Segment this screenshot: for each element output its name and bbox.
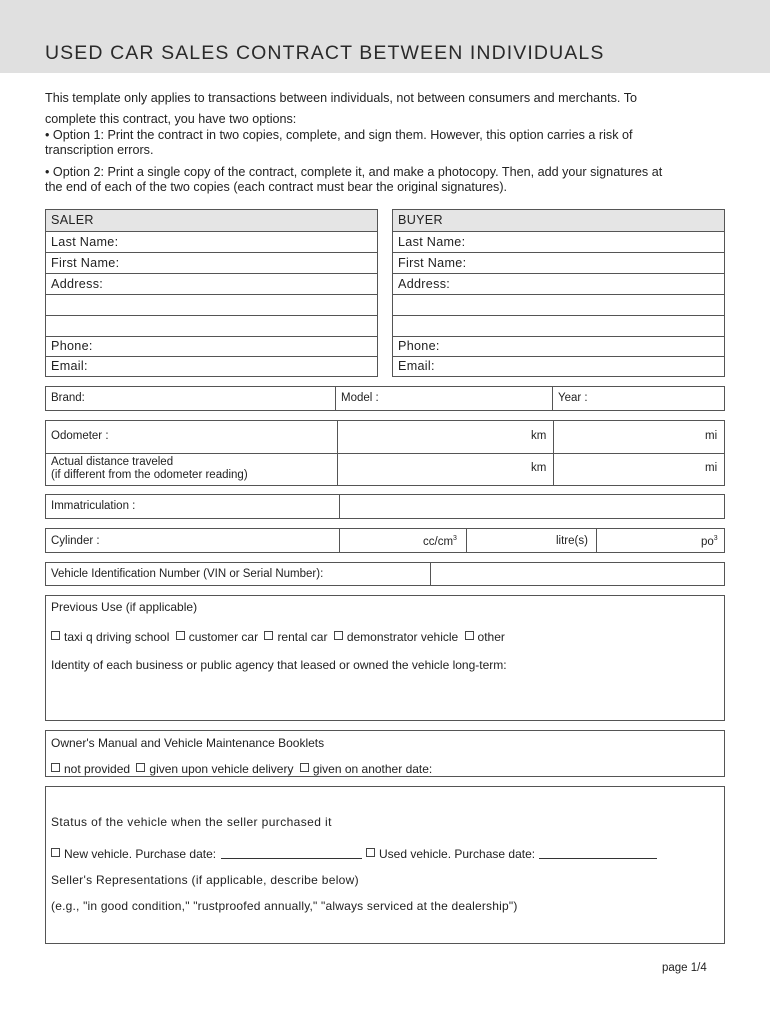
odometer-label: Odometer : <box>51 430 109 442</box>
previous-use-identity-label: Identity of each business or public agency that leased or owned the vehicle long-term: <box>51 658 507 672</box>
odometer-km-field[interactable] <box>338 421 553 453</box>
model-label: Model : <box>341 392 379 404</box>
demonstrator-checkbox[interactable] <box>334 631 343 640</box>
immatriculation-row <box>45 494 725 519</box>
buyer-phone-field[interactable]: Phone: <box>398 339 440 353</box>
seller-representations-label: Seller's Representations (if applicable, describe below) <box>51 873 359 887</box>
used-vehicle-purchase-date-field[interactable] <box>539 858 657 859</box>
intro-line-2: complete this contract, you have two options: <box>45 112 297 126</box>
new-vehicle-option: New vehicle. Purchase date: <box>51 847 216 861</box>
cylinder-po-unit: $po^3$ <box>701 535 718 548</box>
cylinder-litre-unit: litre(s) <box>556 535 588 547</box>
odometer-km-unit: km <box>531 430 547 442</box>
brand-model-year-row <box>45 386 725 411</box>
used-vehicle-option: Used vehicle. Purchase date: <box>366 847 535 861</box>
status-heading: Status of the vehicle when the seller purchased it <box>51 815 332 829</box>
buyer-email-field[interactable]: Email: <box>398 359 435 373</box>
previous-use-identity-field[interactable] <box>51 676 719 716</box>
buyer-address-field[interactable]: Address: <box>398 277 451 291</box>
actual-distance-km-field[interactable] <box>338 454 553 485</box>
option-1-line-2: transcription errors. <box>45 143 154 157</box>
option-1-line-1: • Option 1: Print the contract in two copies, complete, and sign them. However, this option carries a risk of <box>45 128 633 142</box>
saler-address-line-2[interactable] <box>46 295 377 315</box>
saler-address-line-3[interactable] <box>46 316 377 336</box>
taxi-checkbox[interactable] <box>51 631 60 640</box>
manual-heading: Owner's Manual and Vehicle Maintenance Booklets <box>51 736 325 750</box>
other-checkbox[interactable] <box>465 631 474 640</box>
manual-options: not provided given upon vehicle delivery given on another date: <box>51 762 432 776</box>
immatriculation-field[interactable] <box>340 495 724 518</box>
year-field[interactable] <box>553 387 724 410</box>
seller-representations-field[interactable] <box>51 917 719 941</box>
page-title: USED CAR SALES CONTRACT BETWEEN INDIVIDUALS <box>45 42 605 64</box>
odometer-mi-unit: mi <box>705 430 718 442</box>
saler-first-name-field[interactable]: First Name: <box>51 256 120 270</box>
saler-table <box>45 209 378 377</box>
odometer-mi-field[interactable] <box>554 421 724 453</box>
brand-field[interactable] <box>46 387 335 410</box>
page-number: page 1/4 <box>662 962 707 974</box>
cylinder-cc-unit: $cc/cm^3$ <box>423 535 457 548</box>
year-label: Year : <box>558 392 588 404</box>
previous-use-heading: Previous Use (if applicable) <box>51 600 198 614</box>
model-field[interactable] <box>336 387 552 410</box>
buyer-table <box>392 209 725 377</box>
option-2-line-1: • Option 2: Print a single copy of the contract, complete it, and make a photocopy. Then, add your signatures at <box>45 165 663 179</box>
option-2-line-2: the end of each of the two copies (each contract must bear the original signatures). <box>45 180 508 194</box>
used-vehicle-checkbox[interactable] <box>366 848 375 857</box>
vin-row <box>45 562 725 586</box>
actual-distance-label-1: Actual distance traveled <box>51 456 174 468</box>
saler-heading: SALER <box>46 210 377 231</box>
intro-line-1: This template only applies to transactions between individuals, not between consumers and merchants. To <box>45 91 638 105</box>
not-provided-checkbox[interactable] <box>51 763 60 772</box>
customer-car-checkbox[interactable] <box>176 631 185 640</box>
vin-field[interactable] <box>431 563 724 585</box>
saler-phone-field[interactable]: Phone: <box>51 339 93 353</box>
brand-label: Brand: <box>51 392 85 404</box>
new-vehicle-purchase-date-field[interactable] <box>221 858 362 859</box>
actual-distance-mi-field[interactable] <box>554 454 724 485</box>
saler-address-field[interactable]: Address: <box>51 277 104 291</box>
vin-label: Vehicle Identification Number (VIN or Serial Number): <box>51 568 324 580</box>
previous-use-options: taxi q driving school customer car rental car demonstrator vehicle other <box>51 630 505 644</box>
manual-section <box>45 730 725 777</box>
rental-car-checkbox[interactable] <box>264 631 273 640</box>
buyer-heading: BUYER <box>393 210 724 231</box>
odometer-table <box>45 420 725 486</box>
buyer-address-line-2[interactable] <box>393 295 724 315</box>
buyer-address-line-3[interactable] <box>393 316 724 336</box>
buyer-last-name-field[interactable]: Last Name: <box>398 235 466 249</box>
cylinder-label: Cylinder : <box>51 535 100 547</box>
actual-distance-mi-unit: mi <box>705 462 718 474</box>
seller-representations-example: (e.g., "in good condition," "rustproofed annually," "always serviced at the dealership") <box>51 899 518 913</box>
status-section <box>45 786 725 944</box>
buyer-first-name-field[interactable]: First Name: <box>398 256 467 270</box>
given-upon-delivery-checkbox[interactable] <box>136 763 145 772</box>
saler-last-name-field[interactable]: Last Name: <box>51 235 119 249</box>
actual-distance-km-unit: km <box>531 462 547 474</box>
given-another-date-checkbox[interactable] <box>300 763 309 772</box>
previous-use-section <box>45 595 725 721</box>
new-vehicle-checkbox[interactable] <box>51 848 60 857</box>
immatriculation-label: Immatriculation : <box>51 500 136 512</box>
cylinder-row <box>45 528 725 553</box>
actual-distance-label-2: (if different from the odometer reading) <box>51 469 248 481</box>
saler-email-field[interactable]: Email: <box>51 359 88 373</box>
